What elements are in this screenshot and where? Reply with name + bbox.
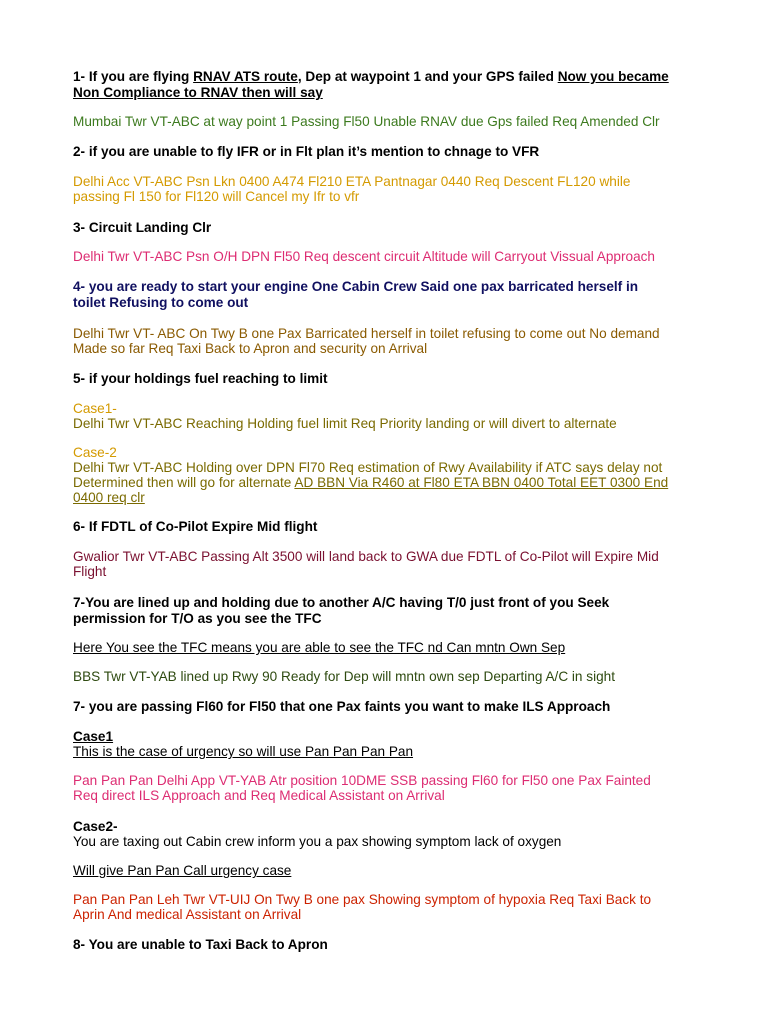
note-7: Here You see the TFC means you are able to see the TFC nd Can mntn Own Sep [73,640,566,655]
case1-answer-line-2: Req direct ILS Approach and Req Medical Assistant on Arrival [73,788,445,803]
answer-7: BBS Twr VT-YAB lined up Rwy 90 Ready for Dep will mntn own sep Departing A/C in sight [73,669,615,684]
question-3: 3- Circuit Landing Clr [73,220,212,235]
q1-text-d: Now you became [557,69,669,84]
question-5: 5- if your holdings fuel reaching to limit [73,371,328,386]
question-1-line-1 [73,69,713,84]
q1-rnav-ats-route: RNAV ATS route [193,69,298,84]
case2-heading: Case2- [73,819,118,834]
case-1-label: Case1- [73,401,117,416]
case-2-label: Case-2 [73,445,117,460]
q1-text-a: 1- If you are flying [73,69,194,84]
case1-heading: Case1 [73,729,114,744]
answer-4-line-2: Made so far Req Taxi Back to Apron and security on Arrival [73,341,428,356]
q1-text-c: , Dep at waypoint 1 and your GPS failed [297,69,558,84]
case-2-line-2-a: Determined then will go for alternate [73,475,295,490]
case1-answer-line-1: Pan Pan Pan Delhi App VT-YAB Atr position 10DME SSB passing Fl60 for Fl50 one Pax Fainted [73,773,651,788]
question-8: 8- You are unable to Taxi Back to Apron [73,937,328,952]
answer-4-line-1: Delhi Twr VT- ABC On Twy B one Pax Barricated herself in toilet refusing to come out No demand [73,326,660,341]
case-2-line-3: 0400 req clr [73,490,145,505]
case1-note: This is the case of urgency so will use Pan Pan Pan Pan [73,744,414,759]
question-7-line-1: 7-You are lined up and holding due to another A/C having T/0 just front of you Seek [73,595,610,610]
answer-6-line-2: Flight [73,564,107,579]
case2-answer-line-1: Pan Pan Pan Leh Twr VT-UIJ On Twy B one pax Showing symptom of hypoxia Req Taxi Back to [73,892,652,907]
case-1-text: Delhi Twr VT-ABC Reaching Holding fuel limit Req Priority landing or will divert to alternate [73,416,617,431]
case2-answer-line-2: Aprin And medical Assistant on Arrival [73,907,302,922]
question-4-line-2: toilet Refusing to come out [73,295,249,310]
answer-3: Delhi Twr VT-ABC Psn O/H DPN Fl50 Req descent circuit Altitude will Carryout Vissual Approach [73,249,655,264]
answer-1: Mumbai Twr VT-ABC at way point 1 Passing Fl50 Unable RNAV due Gps failed Req Amended Clr [73,114,660,129]
case-2-line-1: Delhi Twr VT-ABC Holding over DPN Fl70 Req estimation of Rwy Availability if ATC says delay not [73,460,663,475]
question-4-line-1: 4- you are ready to start your engine One Cabin Crew Said one pax barricated herself in [73,279,639,294]
answer-6-line-1: Gwalior Twr VT-ABC Passing Alt 3500 will land back to GWA due FDTL of Co-Pilot will Expire Mid [73,549,659,564]
answer-2-line-1: Delhi Acc VT-ABC Psn Lkn 0400 A474 Fl210 ETA Pantnagar 0440 Req Descent FL120 while [73,174,631,189]
question-1-line-2: Non Compliance to RNAV then will say [73,85,323,100]
case2-note: Will give Pan Pan Call urgency case [73,863,292,878]
question-6: 6- If FDTL of Co-Pilot Expire Mid flight [73,519,318,534]
question-7-line-2: permission for T/O as you see the TFC [73,611,322,626]
case-2-line-2-b: AD BBN Via R460 at Fl80 ETA BBN 0400 Total EET 0300 End [294,475,669,490]
case-2-line-2 [73,475,713,490]
case2-text: You are taxing out Cabin crew inform you a pax showing symptom lack of oxygen [73,834,562,849]
question-2: 2- if you are unable to fly IFR or in Flt plan it’s mention to chnage to VFR [73,144,540,159]
answer-2-line-2: passing Fl 150 for Fl120 will Cancel my Ifr to vfr [73,189,360,204]
question-7b: 7- you are passing Fl60 for Fl50 that one Pax faints you want to make ILS Approach [73,699,611,714]
